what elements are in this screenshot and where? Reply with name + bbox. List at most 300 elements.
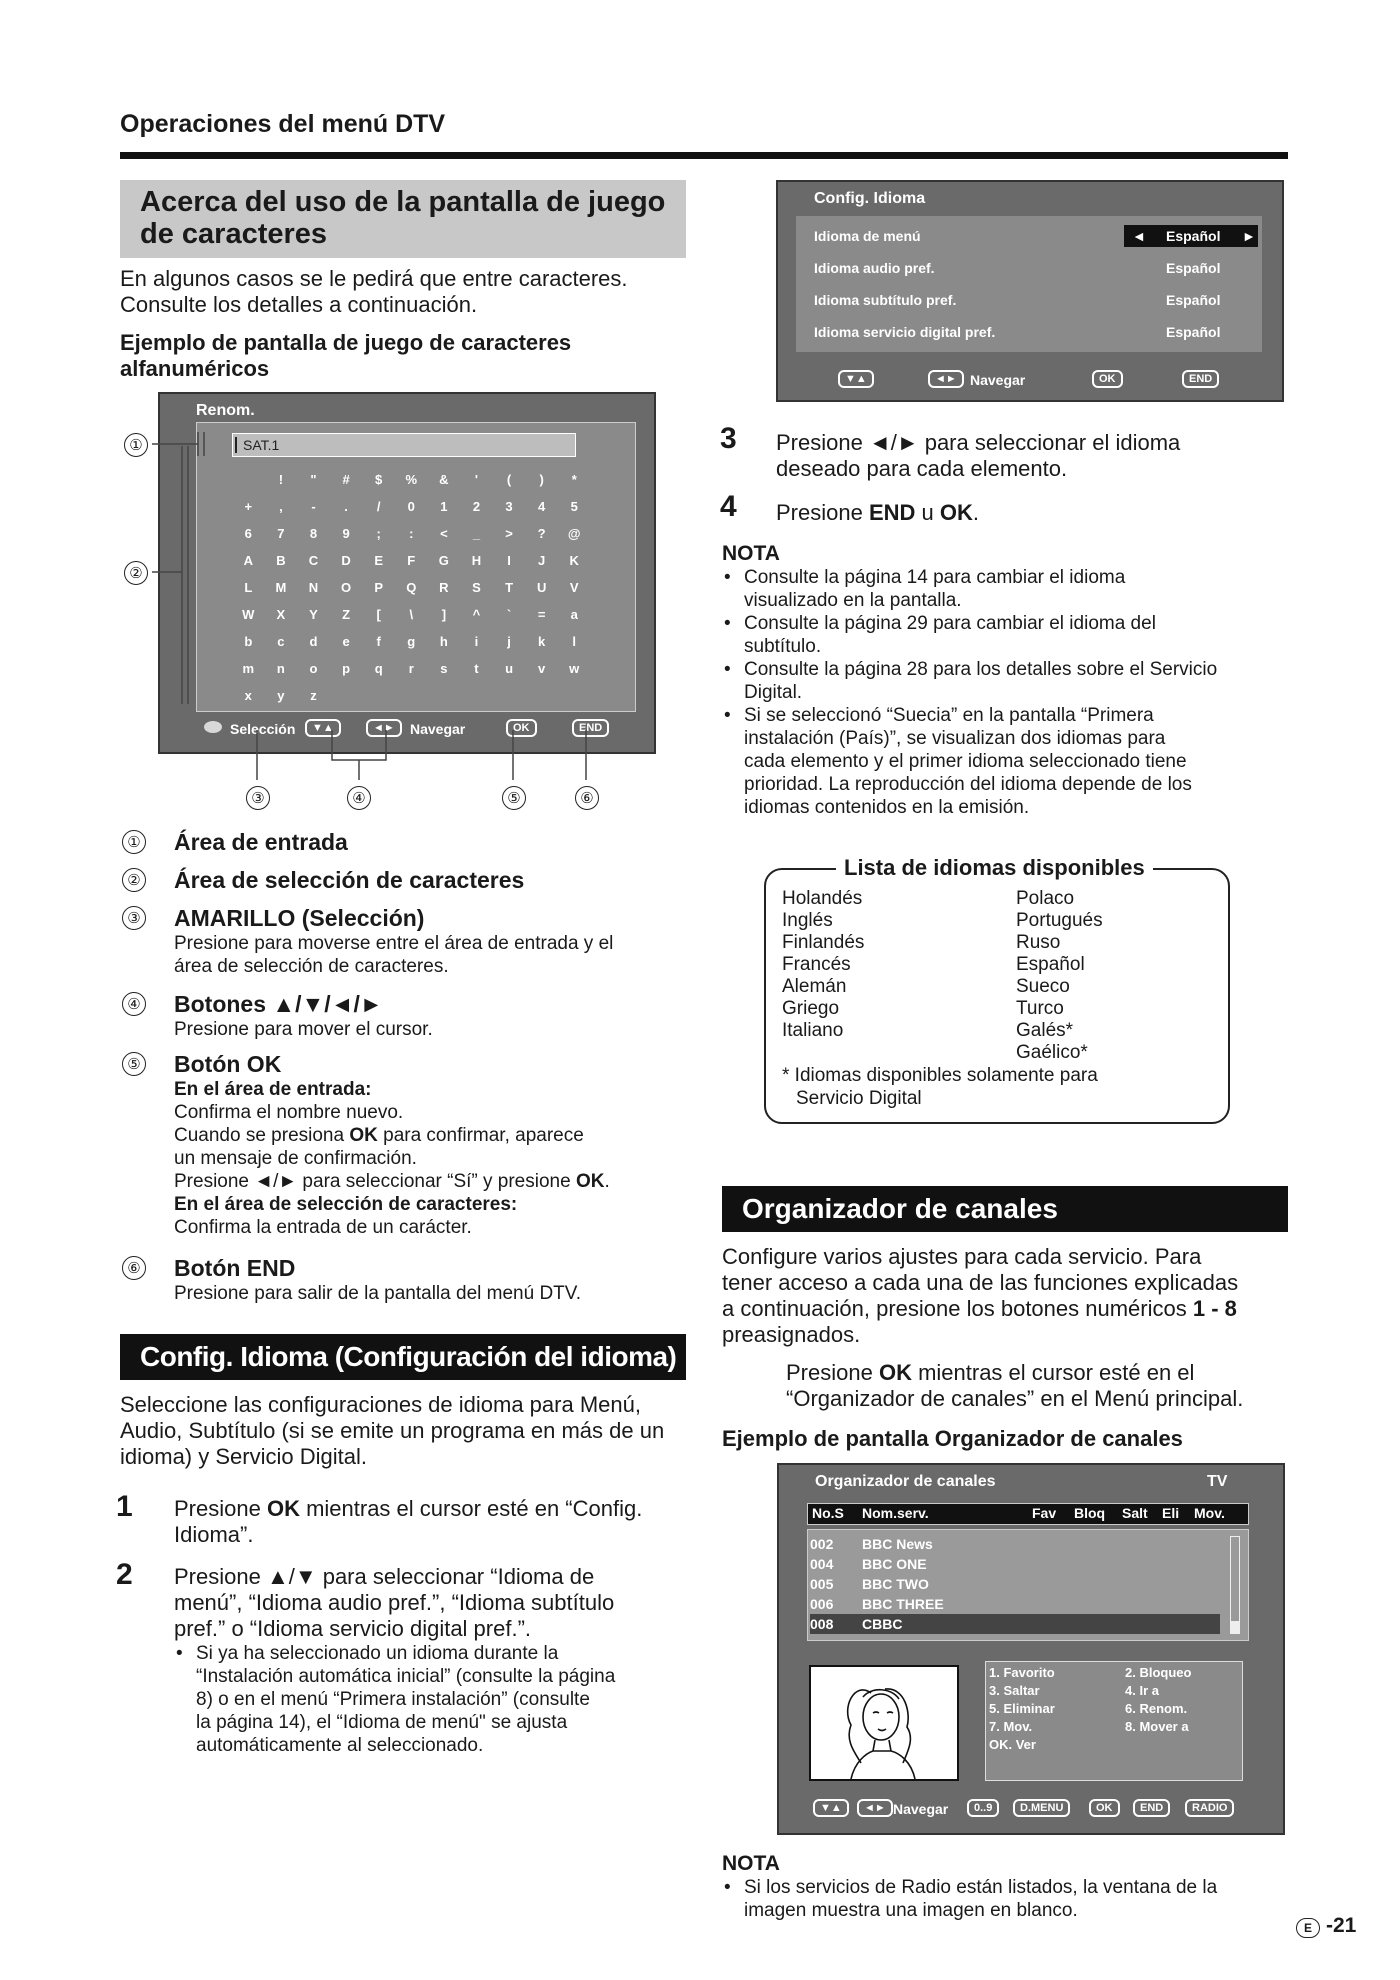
channel-row[interactable] (810, 1594, 1220, 1614)
lang-option-label: Idioma subtítulo pref. (814, 292, 957, 308)
character-cell[interactable]: P (374, 580, 383, 595)
character-cell[interactable]: \ (409, 607, 414, 622)
language-list-col2 (1016, 888, 1103, 1064)
ok-entry-heading: En el área de entrada: (174, 1079, 372, 1100)
step-text: Presione ▲/▼ para seleccionar “Idioma de (174, 1564, 595, 1589)
language-footnote (782, 1064, 1098, 1110)
character-cell[interactable]: b (244, 634, 253, 649)
page-header-title: Operaciones del menú DTV (120, 110, 446, 138)
language-item: Griego (782, 998, 840, 1019)
character-cell[interactable]: L (244, 580, 253, 595)
character-cell[interactable]: 1 (440, 499, 448, 514)
character-cell[interactable]: y (277, 688, 285, 703)
nota-line: • Consulte la página 14 para cambiar el idioma (722, 566, 1288, 589)
character-cell[interactable]: < (440, 526, 448, 541)
character-cell[interactable]: e (342, 634, 350, 649)
charset-intro: En algunos casos se le pedirá que entre caracteres. Consulte los detalles a continuación. (120, 266, 628, 317)
character-cell[interactable]: M (275, 580, 287, 595)
step-3-number: 3 (720, 422, 737, 455)
character-cell[interactable]: f (376, 634, 381, 649)
language-item: Sueco (1016, 976, 1070, 997)
character-cell[interactable]: d (309, 634, 318, 649)
org-keyword: OK (878, 1360, 912, 1385)
org-nota-heading: NOTA (722, 1852, 780, 1875)
function-option: 5. Eliminar (989, 1701, 1055, 1716)
character-cell[interactable]: R (439, 580, 449, 595)
character-cell[interactable]: A (243, 553, 253, 568)
language-item: Francés (782, 954, 851, 975)
channel-number: 004 (810, 1556, 834, 1572)
callout-6: ⑥ (575, 786, 599, 810)
nota-line: instalación (País)”, se visualizan dos idiomas para (744, 728, 1166, 749)
channel-number: 002 (810, 1536, 834, 1552)
step-3-text (776, 430, 1276, 482)
org-keyword: - (1205, 1296, 1225, 1321)
lang-option-value: Español (1166, 228, 1221, 244)
navigate-label: Navegar (410, 721, 466, 737)
character-cell[interactable]: , (279, 499, 283, 514)
character-cell[interactable]: Z (342, 607, 351, 622)
charset-screen-title: Renom. (196, 402, 255, 419)
step-text: u (915, 500, 940, 525)
character-cell[interactable]: _ (472, 526, 481, 541)
step-text: . (972, 500, 979, 525)
ok-button-icon: OK (1092, 370, 1123, 388)
dmenu-button-icon: D.MENU (1013, 1799, 1070, 1817)
lang-section-title: Config. Idioma (Configuración del idioma) (140, 1341, 677, 1372)
scrollbar-thumb[interactable] (1231, 1621, 1239, 1633)
step-text: deseado para cada elemento. (776, 456, 1068, 481)
character-cell[interactable]: q (374, 661, 383, 676)
callout-4: ④ (347, 786, 371, 810)
lang-option-row[interactable] (814, 228, 1254, 260)
language-list-title: Lista de idiomas disponibles (836, 855, 1153, 881)
character-cell[interactable]: j (507, 634, 511, 649)
language-item: Polaco (1016, 888, 1075, 909)
character-cell[interactable]: ) (539, 472, 544, 487)
language-list-col1 (782, 888, 864, 1042)
right-arrow-icon[interactable]: ► (1242, 228, 1256, 244)
note-line: • Si ya ha seleccionado un idioma durante la (174, 1642, 694, 1665)
lang-section-heading (120, 1334, 686, 1380)
legend-num: ⑥ (122, 1256, 146, 1280)
lang-intro: Seleccione las configuraciones de idioma para Menú, Audio, Subtítulo (si se emite un programa en más de un idioma) y Servicio Digital. (120, 1392, 665, 1469)
character-cell[interactable]: ? (537, 526, 546, 541)
nota-line: Digital. (744, 682, 803, 703)
step-text: pref.” o “Idioma servicio digital pref.”. (174, 1616, 532, 1641)
character-cell[interactable]: E (374, 553, 383, 568)
ok-button-icon: OK (506, 719, 537, 737)
channel-list-scrollbar[interactable] (1230, 1536, 1240, 1634)
nota-line: visualizado en la pantalla. (744, 590, 962, 611)
character-cell[interactable]: T (505, 580, 514, 595)
org-section-title: Organizador de canales (742, 1193, 1058, 1224)
legend-num: ④ (122, 992, 146, 1016)
callout-5: ⑤ (502, 786, 526, 810)
function-option: 8. Mover a (1125, 1719, 1189, 1734)
language-item: Gaélico* (1016, 1042, 1088, 1063)
language-item: Alemán (782, 976, 847, 997)
legend (120, 828, 680, 1306)
step-1-number: 1 (116, 1490, 133, 1523)
col-header: Fav (1032, 1505, 1057, 1521)
character-cell[interactable]: z (310, 688, 317, 703)
input-value: SAT.1 (243, 437, 280, 453)
legend-item (120, 990, 680, 1050)
org-press-line: “Organizador de canales” en el Menú principal. (786, 1386, 1244, 1411)
navigate-label: Navegar (970, 372, 1026, 388)
character-cell[interactable]: a (570, 607, 578, 622)
step-2-number: 2 (116, 1558, 133, 1591)
language-item: Inglés (782, 910, 833, 931)
org-intro-line: preasignados. (722, 1322, 861, 1347)
org-intro-line: tener acceso a cada una de las funciones explicadas (722, 1270, 1239, 1295)
channel-number: 006 (810, 1596, 834, 1612)
callout-3: ③ (246, 786, 270, 810)
legend-line: área de selección de caracteres. (174, 956, 449, 977)
nota-list (722, 566, 1288, 819)
character-cell[interactable]: - (311, 499, 316, 514)
end-button-icon: END (1133, 1799, 1170, 1817)
org-intro (722, 1244, 1288, 1348)
left-arrow-icon[interactable]: ◄ (1132, 228, 1146, 244)
nota-heading: NOTA (722, 542, 780, 565)
character-cell[interactable]: 2 (472, 499, 481, 514)
character-cell[interactable]: @ (567, 526, 581, 541)
character-cell[interactable]: Q (406, 580, 417, 595)
language-item: Ruso (1016, 932, 1061, 953)
character-cell[interactable]: w (569, 661, 580, 676)
character-cell[interactable]: U (536, 580, 547, 595)
step-4-number: 4 (720, 490, 737, 523)
character-cell[interactable]: $ (375, 472, 383, 487)
character-cell[interactable]: V (569, 580, 579, 595)
legend-num: ③ (122, 906, 146, 930)
lang-config-screen (776, 180, 1284, 402)
ok-button-icon: OK (1089, 1799, 1120, 1817)
org-intro-line: Configure varios ajustes para cada servicio. Para (722, 1244, 1202, 1269)
character-cell[interactable]: ; (376, 526, 381, 541)
org-screen-mode: TV (1207, 1473, 1228, 1490)
step-keyword: OK (939, 500, 973, 525)
nota-line: idiomas contenidos en la emisión. (744, 797, 1030, 818)
footnote-line: * Idiomas disponibles solamente para (782, 1065, 1098, 1086)
org-screen-footer (813, 1799, 1273, 1821)
note-line: la página 14), el “Idioma de menú" se ajusta (196, 1712, 568, 1733)
function-option: OK. Ver (989, 1737, 1036, 1752)
legend-item (120, 1254, 680, 1306)
function-option: 4. Ir a (1125, 1683, 1159, 1698)
language-item: Galés* (1016, 1020, 1074, 1041)
character-cell[interactable]: ` (506, 607, 512, 622)
character-cell[interactable]: l (572, 634, 577, 649)
leftright-button-icon: ◄► (857, 1799, 893, 1817)
character-cell[interactable]: 6 (244, 526, 252, 541)
character-cell[interactable]: I (507, 553, 511, 568)
ok-line: Presione ◄/► para seleccionar “Sí” y presione (174, 1171, 576, 1192)
character-cell[interactable]: = (537, 607, 546, 622)
character-cell[interactable]: ! (278, 472, 284, 487)
legend-title: Área de selección de caracteres (174, 867, 525, 893)
character-cell[interactable]: u (505, 661, 514, 676)
nota-line: • Si los servicios de Radio están listados, la ventana de la (722, 1876, 1288, 1899)
character-cell[interactable]: m (242, 661, 255, 676)
legend-item (120, 866, 680, 904)
character-cell[interactable]: p (342, 661, 351, 676)
channel-name: BBC THREE (862, 1596, 944, 1612)
org-screen-title: Organizador de canales (815, 1473, 996, 1490)
character-cell[interactable]: k (538, 634, 546, 649)
channel-row[interactable] (810, 1554, 1220, 1574)
channel-number: 005 (810, 1576, 834, 1592)
navigate-label: Navegar (893, 1801, 949, 1817)
lang-option-label: Idioma servicio digital pref. (814, 324, 996, 340)
legend-title: Botón OK (174, 1051, 282, 1077)
function-options-grid (989, 1664, 1239, 1754)
col-header: Nom.serv. (862, 1505, 929, 1521)
language-item: Turco (1016, 998, 1064, 1019)
charset-section-heading (120, 180, 686, 258)
language-item: Portugués (1016, 910, 1103, 931)
character-cell[interactable]: [ (376, 607, 381, 622)
character-cell[interactable]: 3 (505, 499, 513, 514)
channel-row-selected[interactable] (810, 1614, 1220, 1634)
character-cell[interactable]: * (571, 472, 577, 487)
character-cell[interactable]: c (277, 634, 285, 649)
channel-table-header (807, 1503, 1249, 1525)
legend-title: Área de entrada (174, 829, 348, 855)
legend-title: AMARILLO (Selección) (174, 905, 425, 931)
org-example-title: Ejemplo de pantalla Organizador de canales (722, 1426, 1183, 1451)
function-option: 1. Favorito (989, 1665, 1055, 1680)
legend-item (120, 1050, 680, 1254)
ok-line: . (604, 1171, 610, 1192)
nota-line: prioridad. La reproducción del idioma depende de los (744, 774, 1192, 795)
callout-lines (120, 420, 720, 820)
callout-1: ① (124, 433, 148, 457)
character-cell[interactable]: 5 (570, 499, 578, 514)
character-cell[interactable]: n (276, 661, 285, 676)
character-cell[interactable]: ] (441, 607, 447, 622)
preview-window (809, 1665, 959, 1781)
character-cell[interactable]: K (569, 553, 579, 568)
character-cell[interactable]: 8 (309, 526, 318, 541)
character-cell[interactable]: g (407, 634, 416, 649)
step-text: Idioma”. (174, 1522, 254, 1547)
character-cell[interactable]: v (538, 661, 546, 676)
step-1-text (174, 1496, 694, 1548)
channel-name: BBC TWO (862, 1576, 929, 1592)
language-item: Holandés (782, 888, 863, 909)
updown-button-icon: ▼▲ (813, 1799, 849, 1817)
radio-button-icon: RADIO (1185, 1799, 1234, 1817)
col-header: Mov. (1194, 1505, 1225, 1521)
legend-line: Presione para salir de la pantalla del menú DTV. (174, 1283, 581, 1304)
function-options-panel (985, 1661, 1243, 1781)
leftright-button-icon: ◄► (366, 719, 402, 737)
legend-title: Botones ▲/▼/◄/► (174, 991, 383, 1017)
col-header: Eli (1162, 1505, 1180, 1521)
updown-button-icon: ▼▲ (838, 370, 874, 388)
org-section-heading (722, 1186, 1288, 1232)
character-cell[interactable]: C (308, 553, 319, 568)
character-cell[interactable]: J (538, 553, 546, 568)
ok-line: Cuando se presiona (174, 1125, 350, 1146)
character-cell[interactable]: x (244, 688, 252, 703)
character-cell[interactable]: 4 (538, 499, 546, 514)
character-cell[interactable]: t (474, 661, 479, 676)
character-cell[interactable]: X (276, 607, 286, 622)
leftright-button-icon: ◄► (928, 370, 964, 388)
character-cell[interactable]: O (341, 580, 352, 595)
character-cell[interactable]: s (440, 661, 448, 676)
character-cell[interactable]: : (409, 526, 414, 541)
character-cell[interactable]: ^ (472, 607, 481, 622)
ok-keyword: OK (349, 1125, 378, 1146)
character-cell[interactable]: " (310, 472, 317, 487)
character-cell[interactable]: G (438, 553, 449, 568)
legend-num: ⑤ (122, 1052, 146, 1076)
ok-line: Confirma la entrada de un carácter. (174, 1217, 472, 1238)
lang-option-row[interactable] (814, 260, 1254, 292)
nota-line: • Consulte la página 29 para cambiar el idioma del (722, 612, 1288, 635)
character-cell[interactable]: o (309, 661, 318, 676)
nota-line: • Si se seleccionó “Suecia” en la pantalla “Primera (722, 704, 1288, 727)
character-cell[interactable]: ' (474, 472, 478, 487)
lang-option-rows (814, 228, 1254, 356)
org-keyword: 1 (1192, 1296, 1206, 1321)
channel-name: CBBC (862, 1616, 903, 1632)
legend-title: Botón END (174, 1255, 296, 1281)
ok-line: para confirmar, aparece (377, 1125, 584, 1146)
character-cell[interactable]: D (341, 553, 351, 568)
language-item: Finlandés (782, 932, 865, 953)
lang-option-value: Español (1166, 324, 1221, 340)
legend-line: Presione para moverse entre el área de entrada y el (174, 933, 614, 954)
function-option: 6. Renom. (1125, 1701, 1188, 1716)
character-cell[interactable]: 9 (342, 526, 350, 541)
ok-line: Confirma el nombre nuevo. (174, 1102, 404, 1123)
character-cell[interactable]: B (276, 553, 286, 568)
nota-line: cada elemento y el primer idioma seleccionado tiene (744, 751, 1187, 772)
channel-row[interactable] (810, 1574, 1220, 1594)
character-cell[interactable]: r (408, 661, 414, 676)
lang-option-label: Idioma audio pref. (814, 260, 935, 276)
step-text: menú”, “Idioma audio pref.”, “Idioma subtítulo (174, 1590, 615, 1615)
character-cell[interactable]: / (376, 499, 381, 514)
org-intro-line: a continuación, presione los botones numéricos (722, 1296, 1193, 1321)
charset-section-title: Acerca del uso de la pantalla de juego de caracteres (140, 186, 666, 250)
character-cell[interactable]: & (439, 472, 449, 487)
character-cell[interactable]: F (407, 553, 416, 568)
legend-item (120, 904, 680, 990)
character-cell[interactable]: H (471, 553, 482, 568)
note-line: “Instalación automática inicial” (consulte la página (196, 1666, 616, 1687)
lang-option-value: Español (1166, 260, 1221, 276)
character-cell[interactable]: 7 (277, 526, 285, 541)
character-cell[interactable]: ( (506, 472, 512, 487)
character-cell[interactable]: i (474, 634, 479, 649)
channel-list (807, 1529, 1249, 1641)
function-option (1125, 1736, 1239, 1754)
lang-option-label: Idioma de menú (814, 228, 921, 244)
callout-2: ② (124, 561, 148, 585)
ok-selection-heading: En el área de selección de caracteres: (174, 1194, 518, 1215)
character-cell[interactable]: h (439, 634, 448, 649)
nota-line: • Consulte la página 28 para los detalles sobre el Servicio (722, 658, 1288, 681)
legend-line: Presione para mover el cursor. (174, 1019, 433, 1040)
note-line: automáticamente al seleccionado. (196, 1735, 484, 1756)
charset-example-title: Ejemplo de pantalla de juego de caracteres alfanuméricos (120, 330, 572, 381)
function-option: 2. Bloqueo (1125, 1665, 1192, 1680)
org-press-text (786, 1360, 1286, 1412)
nota-line: subtítulo. (744, 636, 822, 657)
step-text: Presione ◄/► para seleccionar el idioma (776, 430, 1181, 455)
character-cell[interactable]: . (344, 499, 348, 514)
step-4-text (776, 500, 979, 526)
character-cell[interactable]: % (405, 472, 418, 487)
step-2-text (174, 1564, 694, 1642)
org-keyword: 8 (1224, 1296, 1237, 1321)
org-press-line: mientras el cursor esté en el (911, 1360, 1195, 1385)
lang-option-row[interactable] (814, 324, 1254, 356)
col-header: Bloq (1074, 1505, 1106, 1521)
nota-line: imagen muestra una imagen en blanco. (744, 1900, 1078, 1921)
selection-label: Selección (230, 721, 296, 737)
step-2-note (174, 1642, 694, 1757)
character-cell[interactable]: # (342, 472, 350, 487)
legend-num: ① (122, 830, 146, 854)
col-header: No.S (812, 1505, 844, 1521)
woman-portrait-icon (811, 1667, 957, 1779)
channel-name: BBC News (862, 1536, 933, 1552)
step-text: Presione (776, 500, 869, 525)
channel-organizer-screen (777, 1463, 1285, 1835)
header-rule (120, 152, 1288, 159)
numbers-button-icon: 0..9 (967, 1799, 999, 1817)
character-cell[interactable]: > (505, 526, 513, 541)
note-line: 8) o en el menú “Primera instalación” (consulte (196, 1689, 590, 1710)
org-press-line: Presione (786, 1360, 879, 1385)
lang-option-value: Español (1166, 292, 1221, 308)
legend-item (120, 828, 680, 866)
channel-row[interactable] (810, 1534, 1220, 1554)
step-text: Presione (174, 1496, 267, 1521)
step-keyword: OK (266, 1496, 300, 1521)
col-header: Salt (1122, 1505, 1148, 1521)
character-cell[interactable]: Y (309, 607, 318, 622)
character-cell[interactable]: N (308, 580, 319, 595)
ok-keyword: OK (575, 1171, 605, 1192)
character-cell[interactable]: 0 (407, 499, 415, 514)
language-item: Español (1016, 954, 1085, 975)
step-keyword: END (868, 500, 916, 525)
org-nota-list (722, 1876, 1288, 1922)
step-text: mientras el cursor esté en “Config. (299, 1496, 643, 1521)
legend-num: ② (122, 868, 146, 892)
channel-number: 008 (810, 1616, 834, 1632)
language-item: Italiano (782, 1020, 844, 1041)
language-badge: E (1296, 1918, 1320, 1938)
function-option: 3. Saltar (989, 1683, 1040, 1698)
character-cell[interactable]: W (242, 607, 255, 622)
character-cell[interactable]: S (472, 580, 481, 595)
lang-option-row[interactable] (814, 292, 1254, 324)
updown-button-icon: ▼▲ (305, 719, 341, 737)
lang-screen-title: Config. Idioma (814, 190, 926, 207)
end-button-icon: END (1182, 370, 1219, 388)
character-cell[interactable]: + (244, 499, 253, 514)
